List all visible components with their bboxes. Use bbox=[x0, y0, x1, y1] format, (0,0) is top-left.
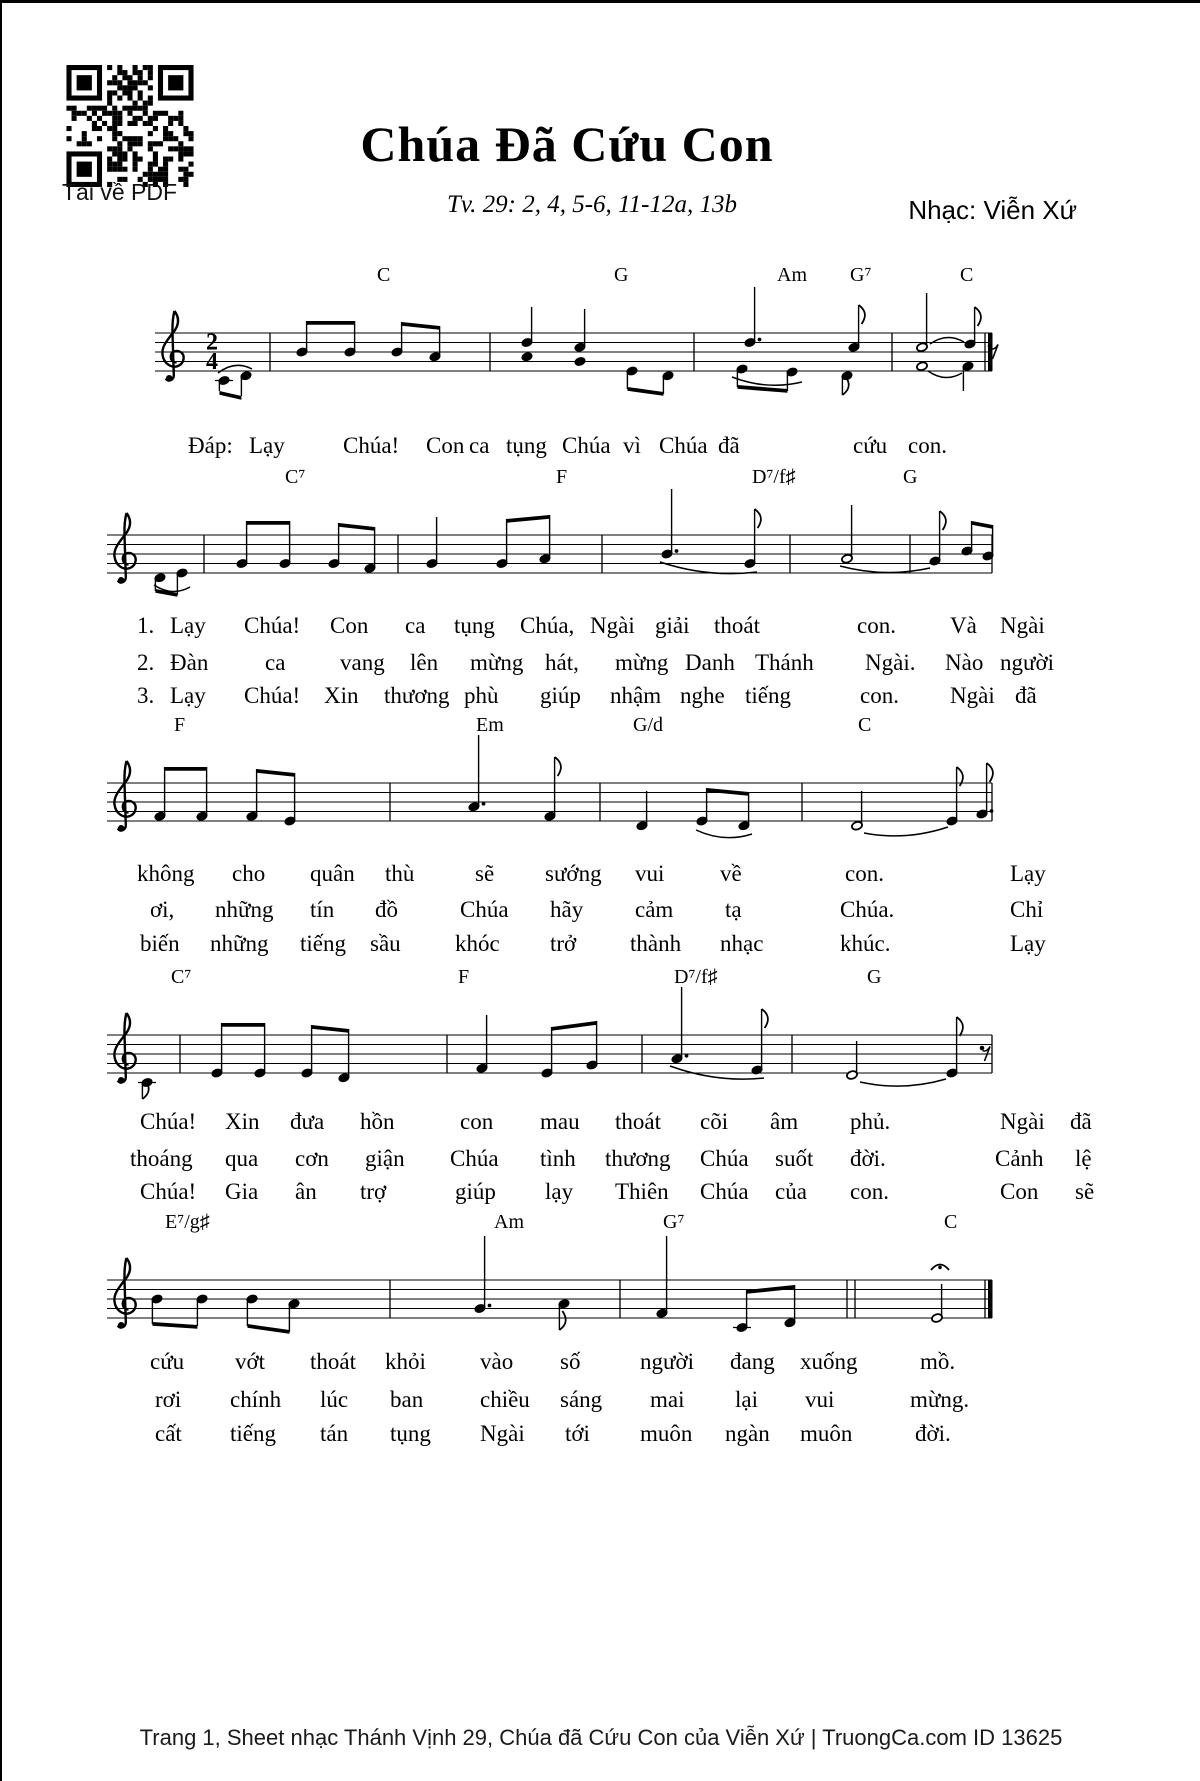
lyric-word: ơi, bbox=[150, 897, 175, 922]
lyric-word: thoáng bbox=[130, 1146, 193, 1171]
lyric-word: giận bbox=[365, 1146, 405, 1171]
footer-text: Trang 1, Sheet nhạc Thánh Vịnh 29, Chúa đã Cứu Con của Viễn Xứ | TruongCa.com ID 13625 bbox=[139, 1725, 1063, 1750]
lyric-word: khóc bbox=[455, 931, 500, 956]
staff-svg bbox=[102, 713, 1002, 865]
composer-credit: Nhạc: Viễn Xứ bbox=[908, 195, 1077, 225]
note bbox=[976, 763, 993, 819]
note bbox=[784, 1285, 796, 1328]
lyric-word: vui bbox=[805, 1387, 835, 1412]
lyric-word: Xin bbox=[324, 683, 359, 708]
lyric-word: sáng bbox=[560, 1387, 603, 1412]
chord-label: Am bbox=[494, 1211, 524, 1233]
lyric-word: hãy bbox=[550, 897, 584, 922]
lyric-word: Lạy bbox=[249, 433, 285, 458]
lyric-word: mừng bbox=[615, 650, 669, 675]
note bbox=[736, 364, 748, 387]
note bbox=[288, 1299, 300, 1332]
lyric-word: suốt bbox=[775, 1146, 814, 1171]
note bbox=[733, 1290, 751, 1333]
lyric-word: về bbox=[720, 861, 742, 886]
lyric-word: trở bbox=[550, 931, 577, 956]
lyric-word: phù bbox=[464, 683, 499, 708]
lyric-word: giúp bbox=[540, 683, 581, 708]
lyric-word: người bbox=[640, 1349, 695, 1374]
slur bbox=[928, 371, 962, 378]
lyric-word: vui bbox=[635, 861, 665, 886]
chord-label: G⁷ bbox=[850, 264, 872, 286]
lyric-word: mồ. bbox=[920, 1349, 956, 1374]
note bbox=[744, 287, 761, 348]
note bbox=[916, 293, 928, 352]
lyric-line bbox=[102, 1109, 1122, 1139]
note bbox=[328, 523, 340, 569]
note bbox=[841, 371, 853, 395]
lyric-word: ca bbox=[405, 613, 426, 638]
lyric-word: sẽ bbox=[475, 861, 495, 886]
note bbox=[662, 371, 674, 394]
chord-label: F bbox=[556, 466, 568, 488]
psalm-reference-subtitle: Tv. 29: 2, 4, 5-6, 11-12a, 13b bbox=[446, 191, 737, 218]
lyric-word: lại bbox=[735, 1387, 758, 1412]
lyric-word: Lạy bbox=[170, 683, 206, 708]
chord-label: C⁷ bbox=[171, 966, 192, 988]
lyric-word: rơi bbox=[155, 1387, 182, 1412]
lyric-word: Ngài. bbox=[865, 650, 916, 675]
lyric-word: người bbox=[1000, 650, 1055, 675]
note bbox=[215, 375, 233, 391]
lyric-word: tín bbox=[310, 897, 335, 922]
lyric-word: tình bbox=[540, 1146, 576, 1171]
lyric-word: thương bbox=[384, 683, 450, 708]
note bbox=[211, 1023, 223, 1078]
note bbox=[661, 489, 678, 559]
lyric-word: lúc bbox=[320, 1387, 349, 1412]
lyric-word: đời. bbox=[850, 1146, 886, 1171]
lyric-word: Ngài bbox=[950, 683, 995, 708]
lyric-word: Con bbox=[330, 613, 369, 638]
staff-svg bbox=[102, 465, 1002, 617]
lyric-word: đã bbox=[718, 433, 740, 458]
page-title: Chúa Đã Cứu Con bbox=[360, 115, 774, 172]
note bbox=[961, 521, 973, 556]
lyric-word: Danh bbox=[685, 650, 735, 675]
lyric-word: vì bbox=[623, 433, 641, 458]
lyric-word: những bbox=[210, 931, 269, 956]
chord-label: G bbox=[903, 466, 918, 488]
chord-label: C bbox=[377, 264, 391, 286]
note bbox=[671, 987, 688, 1064]
lyric-word: nhạc bbox=[720, 931, 764, 956]
lyric-word: khúc. bbox=[840, 931, 891, 956]
lyric-word: nghe bbox=[680, 683, 725, 708]
lyric-word: mừng bbox=[470, 650, 524, 675]
time-signature-bottom: 4 bbox=[206, 349, 218, 375]
lyric-word: muôn bbox=[800, 1421, 853, 1446]
lyric-word: âm bbox=[770, 1109, 799, 1134]
music-system-2 bbox=[102, 465, 1122, 725]
lyric-word: đang bbox=[730, 1349, 775, 1374]
lyric-word: con. bbox=[857, 613, 896, 638]
slur bbox=[860, 1079, 946, 1086]
lyric-word: tiếng bbox=[300, 931, 346, 956]
note bbox=[196, 1294, 208, 1326]
lyric-word: Và bbox=[950, 613, 977, 638]
lyric-word: Chúa bbox=[450, 1146, 499, 1171]
lyric-word: của bbox=[775, 1179, 807, 1204]
lyric-word: sướng bbox=[545, 861, 602, 886]
chord-label: C bbox=[960, 264, 974, 286]
lyric-word: trợ bbox=[360, 1179, 387, 1204]
lyric-word: lạy bbox=[545, 1179, 574, 1204]
lyric-word: Chúa bbox=[700, 1179, 749, 1204]
note bbox=[426, 517, 438, 569]
lyric-word: xuống bbox=[800, 1349, 858, 1374]
lyric-word: đã bbox=[1070, 1109, 1092, 1134]
chord-label: C⁷ bbox=[285, 466, 306, 488]
staff-svg bbox=[102, 1210, 1002, 1362]
fermata-icon bbox=[931, 1265, 949, 1271]
note bbox=[468, 735, 485, 812]
time-signature-top: 2 bbox=[206, 329, 218, 356]
lyric-line bbox=[102, 433, 1122, 463]
lyric-word: thành bbox=[630, 931, 682, 956]
music-system-3 bbox=[102, 713, 1122, 973]
chord-label: F bbox=[458, 966, 470, 988]
lyric-word: cảm bbox=[635, 897, 674, 922]
lyric-word: số bbox=[560, 1349, 581, 1374]
lyric-word: đưa bbox=[290, 1109, 325, 1134]
note bbox=[558, 1299, 570, 1330]
lyric-line bbox=[102, 897, 1122, 927]
note bbox=[246, 769, 258, 821]
lyric-word: Chúa bbox=[562, 433, 611, 458]
note bbox=[786, 367, 798, 391]
lyric-word: chiều bbox=[480, 1387, 530, 1412]
lyric-word: Lạy bbox=[170, 613, 206, 638]
lyric-word: lên bbox=[410, 650, 439, 675]
note bbox=[138, 1077, 156, 1099]
note bbox=[474, 1236, 491, 1314]
slur bbox=[840, 566, 930, 573]
note bbox=[929, 511, 946, 566]
eighth-rest bbox=[980, 1046, 990, 1061]
lyric-line bbox=[102, 683, 1122, 713]
lyric-line bbox=[102, 1349, 1122, 1379]
lyric-word: ca bbox=[469, 433, 490, 458]
lyric-word: 3. bbox=[137, 683, 155, 708]
lyric-word: tụng bbox=[454, 613, 495, 638]
staff-svg bbox=[102, 965, 1002, 1117]
chord-label: G bbox=[614, 264, 629, 286]
lyric-word: quân bbox=[310, 861, 355, 886]
lyric-word: mau bbox=[540, 1109, 580, 1134]
note bbox=[696, 788, 708, 826]
note bbox=[656, 1236, 668, 1318]
lyric-word: Thánh bbox=[755, 650, 814, 675]
lyric-word: đã bbox=[1015, 683, 1037, 708]
lyric-line bbox=[102, 861, 1122, 891]
chord-label: E⁷/g♯ bbox=[165, 1211, 210, 1233]
lyric-word: tới bbox=[565, 1421, 590, 1446]
lyric-word: Con bbox=[1000, 1179, 1039, 1204]
lyric-line bbox=[102, 931, 1122, 961]
lyric-word: những bbox=[215, 897, 274, 922]
lyric-word: giải bbox=[655, 613, 690, 638]
note bbox=[246, 1294, 258, 1326]
lyric-word: 1. bbox=[137, 613, 155, 638]
note bbox=[848, 305, 865, 352]
lyric-word: con. bbox=[850, 1179, 889, 1204]
lyric-word: biến bbox=[140, 931, 180, 956]
lyric-word: Cảnh bbox=[995, 1146, 1044, 1171]
lyric-word: thương bbox=[605, 1146, 671, 1171]
lyric-word: Ngài bbox=[1000, 613, 1045, 638]
lyric-word: sầu bbox=[370, 931, 401, 956]
note bbox=[539, 515, 551, 564]
lyric-word: 2. bbox=[137, 650, 155, 675]
lyric-word: khỏi bbox=[385, 1349, 426, 1374]
lyric-word: tán bbox=[320, 1421, 349, 1446]
lyric-word: tụng bbox=[506, 433, 547, 458]
note bbox=[982, 525, 994, 561]
lyric-word: cho bbox=[232, 861, 266, 886]
lyric-line bbox=[102, 1421, 1122, 1451]
lyric-word: tiếng bbox=[230, 1421, 276, 1446]
lyric-word: phủ. bbox=[850, 1109, 891, 1134]
note bbox=[521, 307, 533, 348]
lyric-word: Chúa bbox=[460, 897, 509, 922]
lyric-word: ân bbox=[295, 1179, 317, 1204]
lyric-word: Lạy bbox=[1010, 861, 1046, 886]
lyric-word: vang bbox=[340, 650, 385, 675]
lyric-word: cơn bbox=[295, 1146, 329, 1171]
note bbox=[626, 366, 638, 389]
lyric-word: Chúa! bbox=[140, 1179, 197, 1204]
note bbox=[429, 326, 441, 362]
lyric-word: Ngài bbox=[480, 1421, 525, 1446]
lyric-line bbox=[102, 650, 1122, 680]
qr-download-label[interactable]: Tải về PDF bbox=[62, 179, 178, 205]
lyric-word: Đàn bbox=[170, 650, 209, 675]
lyric-word: sẽ bbox=[1075, 1179, 1095, 1204]
note bbox=[946, 767, 963, 826]
lyric-word: thù bbox=[385, 861, 415, 886]
note bbox=[751, 1009, 768, 1075]
lyric-word: mai bbox=[650, 1387, 685, 1412]
lyric-word: tạ bbox=[725, 897, 742, 922]
note bbox=[344, 321, 356, 357]
lyric-word: Chúa bbox=[700, 1146, 749, 1171]
lyric-word: hồn bbox=[360, 1109, 395, 1134]
note bbox=[364, 527, 376, 573]
lyric-word: tụng bbox=[390, 1421, 431, 1446]
note bbox=[240, 371, 252, 396]
lyric-line bbox=[102, 1146, 1122, 1176]
note bbox=[391, 322, 403, 357]
note bbox=[254, 1023, 266, 1078]
note bbox=[636, 791, 648, 831]
lyric-word: mừng. bbox=[910, 1387, 970, 1412]
lyric-word: Xin bbox=[225, 1109, 260, 1134]
note bbox=[521, 352, 533, 362]
lyric-word: vớt bbox=[235, 1349, 266, 1374]
note bbox=[574, 309, 586, 352]
music-system-4 bbox=[102, 965, 1122, 1225]
lyric-word: Gia bbox=[225, 1179, 259, 1204]
lyric-word: hát, bbox=[545, 650, 579, 675]
lyric-word: con. bbox=[845, 861, 884, 886]
lyric-word: Lạy bbox=[1010, 931, 1046, 956]
lyric-word: ngàn bbox=[725, 1421, 770, 1446]
lyric-word: chính bbox=[230, 1387, 282, 1412]
lyric-word: vào bbox=[480, 1349, 514, 1374]
lyric-word: giúp bbox=[455, 1179, 496, 1204]
note bbox=[841, 505, 853, 564]
lyric-word: Chúa. bbox=[840, 897, 895, 922]
lyric-word: con. bbox=[908, 433, 947, 458]
chord-label: G⁷ bbox=[663, 1211, 685, 1233]
chord-label: G bbox=[867, 966, 882, 988]
music-system-5 bbox=[102, 1210, 1122, 1470]
slur bbox=[696, 830, 752, 838]
chord-label: G/d bbox=[633, 714, 663, 736]
lyric-word: Chúa! bbox=[140, 1109, 197, 1134]
lyric-word: Ngài bbox=[1000, 1109, 1045, 1134]
lyric-word: đời. bbox=[915, 1421, 951, 1446]
note bbox=[574, 356, 586, 366]
note bbox=[496, 519, 508, 569]
lyric-word: muôn bbox=[640, 1421, 693, 1446]
slur bbox=[732, 377, 802, 385]
lyric-word: Chúa, bbox=[520, 613, 575, 638]
note bbox=[154, 767, 166, 821]
chord-label: D⁷/f♯ bbox=[752, 466, 796, 488]
note bbox=[946, 1017, 963, 1078]
note bbox=[296, 321, 308, 357]
note bbox=[284, 773, 296, 826]
note bbox=[962, 361, 974, 391]
lyric-word: cất bbox=[155, 1421, 182, 1446]
lyric-word: thoát bbox=[615, 1109, 661, 1134]
note bbox=[744, 509, 761, 569]
lyric-word: Chúa bbox=[659, 433, 708, 458]
note bbox=[916, 361, 928, 371]
lyric-word: Thiên bbox=[615, 1179, 669, 1204]
staff-svg bbox=[102, 263, 1002, 415]
lyric-word: thoát bbox=[714, 613, 760, 638]
note bbox=[851, 791, 863, 831]
lyric-line bbox=[102, 1179, 1122, 1209]
chord-label: Am bbox=[777, 264, 807, 286]
note bbox=[586, 1021, 598, 1070]
lyric-word: tiếng bbox=[745, 683, 791, 708]
lyric-word: cõi bbox=[700, 1109, 729, 1134]
lyric-word: Nào bbox=[945, 650, 984, 675]
lyric-word: ca bbox=[265, 650, 286, 675]
lyric-word: cứu bbox=[150, 1349, 185, 1374]
lyric-word: qua bbox=[225, 1146, 259, 1171]
lyric-line bbox=[102, 613, 1122, 643]
chord-label: F bbox=[174, 714, 186, 736]
note bbox=[846, 1041, 858, 1080]
lyric-word: ban bbox=[390, 1387, 424, 1412]
lyric-word: Đáp: bbox=[188, 433, 233, 458]
chord-label: Em bbox=[476, 714, 504, 736]
lyric-word: thoát bbox=[310, 1349, 356, 1374]
lyric-word: đồ bbox=[375, 897, 398, 922]
lyric-word: Chúa! bbox=[244, 683, 301, 708]
note bbox=[338, 1029, 350, 1083]
lyric-word: con. bbox=[860, 683, 899, 708]
chord-label: C bbox=[858, 714, 872, 736]
chord-label: D⁷/f♯ bbox=[674, 966, 718, 988]
lyric-word: con bbox=[460, 1109, 494, 1134]
note bbox=[301, 1025, 313, 1078]
lyric-word: lệ bbox=[1075, 1146, 1092, 1171]
lyric-word: Chỉ bbox=[1010, 897, 1044, 922]
lyric-word: Chúa! bbox=[244, 613, 301, 638]
lyric-word: cứu bbox=[853, 433, 888, 458]
note bbox=[196, 767, 208, 821]
slur bbox=[864, 827, 948, 836]
lyric-word: Ngài bbox=[590, 613, 635, 638]
lyric-word: Chúa! bbox=[343, 433, 400, 458]
chord-label: C bbox=[944, 1211, 958, 1233]
lyric-word: nhậm bbox=[610, 683, 662, 708]
lyric-word: không bbox=[137, 861, 195, 886]
lyric-word: Con bbox=[426, 433, 465, 458]
lyric-line bbox=[102, 1387, 1122, 1417]
